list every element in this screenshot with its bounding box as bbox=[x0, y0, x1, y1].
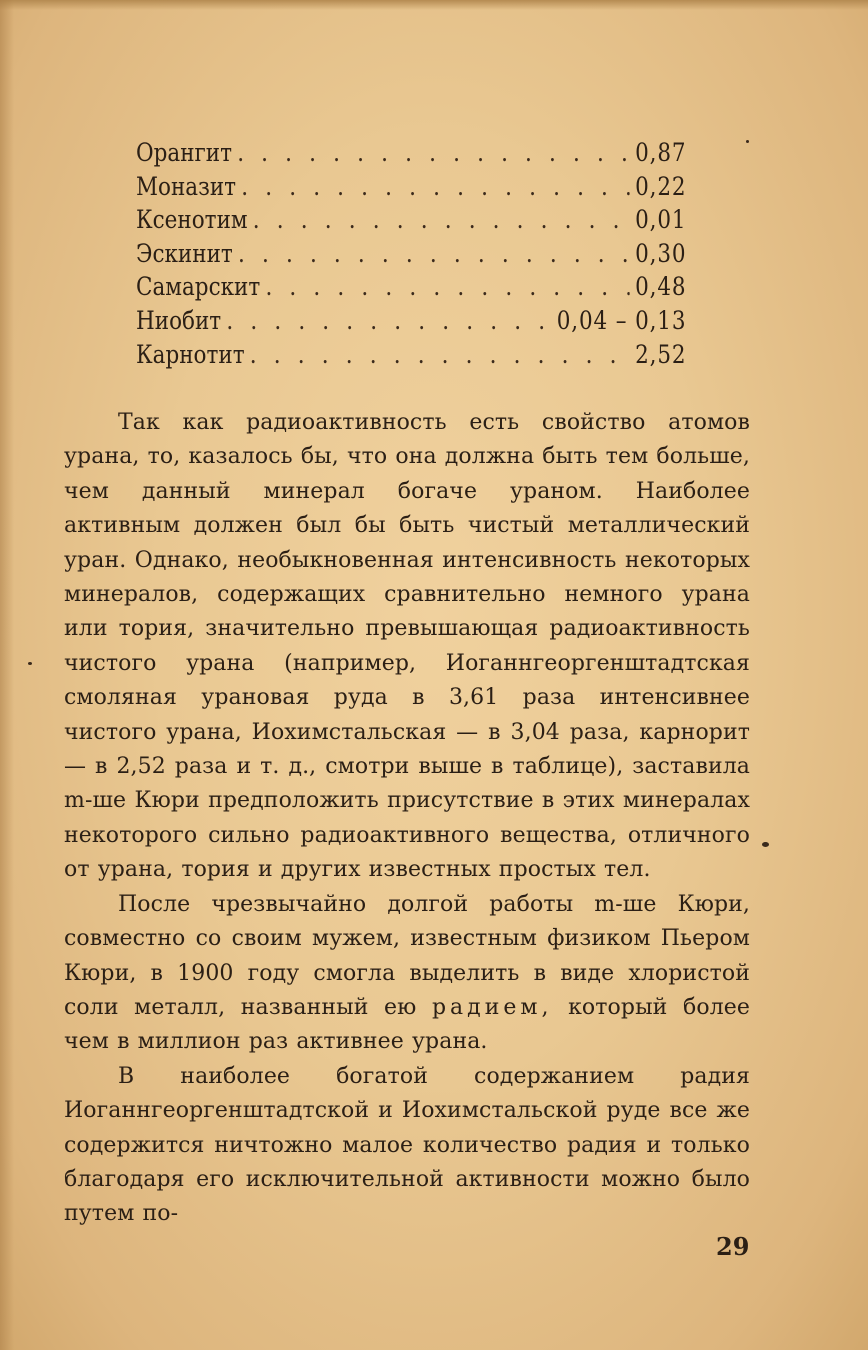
mineral-value: 0,48 bbox=[635, 272, 687, 302]
emphasized-word: радием, bbox=[431, 994, 553, 1020]
paragraph-text: который более чем в миллион раз активнее урана. bbox=[64, 994, 751, 1055]
table-row bbox=[136, 237, 686, 271]
mineral-name: Самарскит bbox=[136, 272, 261, 302]
mineral-name: Карнотит bbox=[136, 339, 245, 369]
mineral-value: 0,87 bbox=[635, 138, 687, 167]
dot-leader bbox=[250, 338, 630, 372]
paragraph: В наиболее богатой содержанием радия Иоганнгеоргенштадтской и Иохимстальской руде все же содержится ничтожно малое количество радия и только благодаря его исключительной активности можно было путем по- bbox=[64, 1063, 750, 1227]
page-number: 29 bbox=[716, 1232, 750, 1261]
dot-leader bbox=[265, 270, 629, 304]
mineral-name: Ниобит bbox=[136, 305, 222, 335]
dot-leader bbox=[253, 203, 630, 237]
mineral-name: Эскинит bbox=[136, 238, 233, 268]
dot-leader bbox=[237, 136, 630, 170]
paragraph: Так как радиоактивность есть свойство атомов урана, то, казалось бы, что она должна быть тем больше, чем данный минерал богаче ураном. Наиболее активным должен был бы быть чистый металлический уран. Однако, необыкновенная интенсивность некоторых минералов, содержащих сравнительно немного урана или тория, значительно превышающая радиоактивность чистого урана (например, Иоганнгеоргенштадтская смоляная урановая руда в 3,61 раза интенсивнее чистого урана, Иохимстальская — в 3,04 раза, карнорит — в 2,52 раза и т. д., смотри выше в таблице), заставила m-ше Кюри предположить присутствие в этих минералах некоторого сильно радиоактивного вещества, отличного от урана, тория и других известных простых тел. bbox=[64, 410, 750, 883]
dot-leader bbox=[226, 304, 551, 338]
mineral-value: 2,52 bbox=[635, 339, 687, 369]
table-row bbox=[136, 136, 686, 170]
paragraph-text: После чрезвычайно долгой работы m-ше Кюри, совместно со своим мужем, известным физиком Пьером Кюри, в 1900 году смогла выделить в виде хлористой соли металл, названный ею bbox=[64, 891, 750, 1020]
mineral-name: Моназит bbox=[136, 171, 237, 201]
mineral-value: 0,30 bbox=[635, 238, 687, 268]
table-row bbox=[136, 304, 686, 338]
ink-speck bbox=[28, 662, 32, 665]
table-row bbox=[136, 170, 686, 204]
dot-leader bbox=[241, 170, 630, 204]
page-edge-top bbox=[0, 0, 868, 10]
paragraph bbox=[64, 888, 750, 1060]
mineral-radioactivity-table bbox=[136, 136, 687, 371]
ink-speck bbox=[746, 140, 749, 143]
page-edge-left bbox=[0, 0, 14, 1350]
body-text bbox=[64, 406, 750, 1232]
mineral-value: 0,22 bbox=[635, 171, 687, 201]
mineral-value: 0,04 – 0,13 bbox=[556, 305, 687, 335]
mineral-value: 0,01 bbox=[635, 205, 687, 235]
table-row bbox=[136, 338, 686, 372]
table-row bbox=[136, 270, 686, 304]
table-row bbox=[136, 203, 686, 237]
ink-speck bbox=[762, 842, 769, 847]
dot-leader bbox=[238, 237, 630, 271]
mineral-name: Орангит bbox=[136, 138, 233, 167]
mineral-name: Ксенотим bbox=[136, 205, 248, 235]
